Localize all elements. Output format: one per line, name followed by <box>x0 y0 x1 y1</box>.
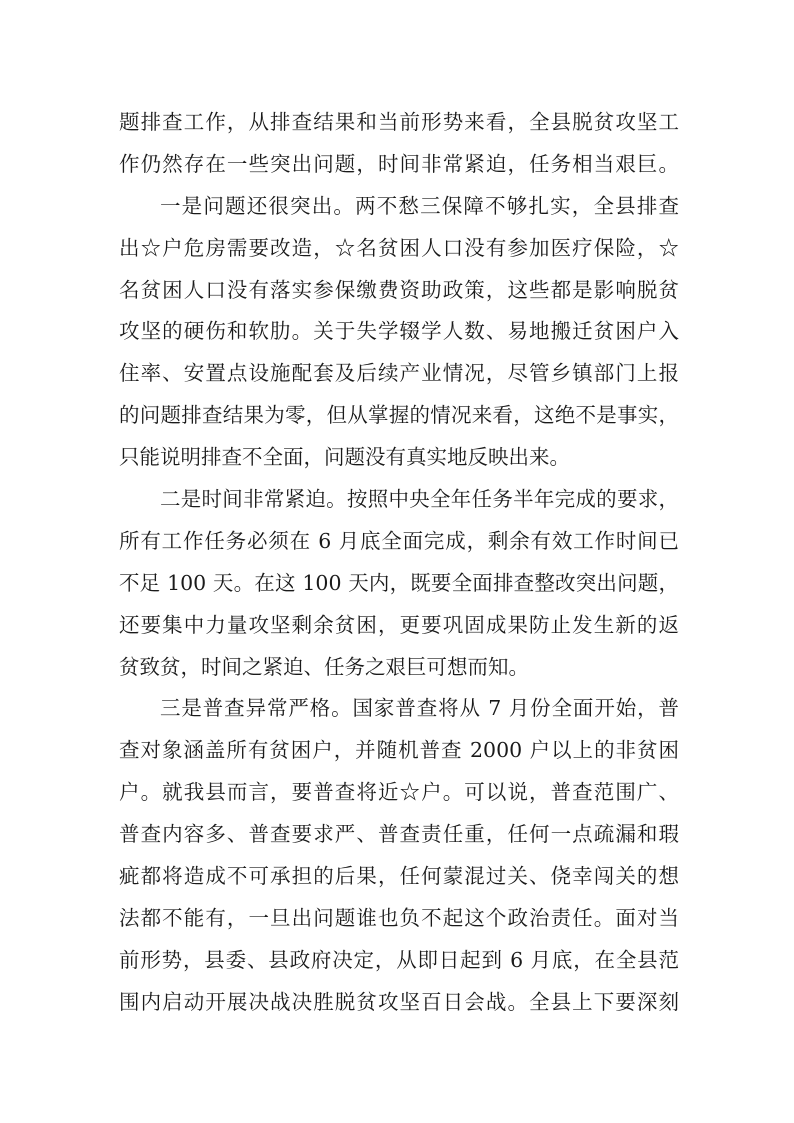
document-body <box>119 102 679 1024</box>
text-line: 攻坚的硬伤和软肋。关于失学辍学人数、易地搬迁贫困户入 <box>119 319 679 344</box>
text-line: 住率、安置点设施配套及后续产业情况，尽管乡镇部门上报 <box>119 361 679 386</box>
text-line: 法都不能有，一旦出问题谁也负不起这个政治责任。面对当 <box>119 905 679 930</box>
text-line: 前形势，县委、县政府决定，从即日起到 6 月底，在全县范 <box>119 947 679 972</box>
text-line: 疵都将造成不可承担的后果，任何蒙混过关、侥幸闯关的想 <box>119 864 679 889</box>
text-line: 查对象涵盖所有贫困户，并随机普查 2000 户以上的非贫困 <box>119 738 679 763</box>
text-line: 题排查工作，从排查结果和当前形势来看，全县脱贫攻坚工 <box>119 110 679 134</box>
text-line: 不足 100 天。在这 100 天内，既要全面排查整改突出问题， <box>119 570 679 595</box>
text-line: 贫致贫，时间之紧迫、任务之艰巨可想而知。 <box>119 654 529 679</box>
text-line: 一是问题还很突出。两不愁三保障不够扎实，全县排查 <box>160 193 679 218</box>
text-line: 所有工作任务必须在 6 月底全面完成，剩余有效工作时间已 <box>119 528 679 553</box>
text-line: 只能说明排查不全面，问题没有真实地反映出来。 <box>119 445 570 470</box>
text-line: 二是时间非常紧迫。按照中央全年任务半年完成的要求， <box>160 487 679 512</box>
text-line: 还要集中力量攻坚剩余贫困，更要巩固成果防止发生新的返 <box>119 612 679 637</box>
text-line: 户。就我县而言，要普查将近☆户。可以说，普查范围广、 <box>119 780 679 805</box>
text-line: 作仍然存在一些突出问题，时间非常紧迫，任务相当艰巨。 <box>119 151 679 176</box>
text-line: 的问题排查结果为零，但从掌握的情况来看，这绝不是事实， <box>119 403 679 428</box>
text-line: 普查内容多、普查要求严、普查责任重，任何一点疏漏和瑕 <box>119 822 679 847</box>
text-line: 围内启动开展决战决胜脱贫攻坚百日会战。全县上下要深刻 <box>119 989 679 1014</box>
text-line: 出☆户危房需要改造，☆名贫困人口没有参加医疗保险，☆ <box>119 235 679 260</box>
text-line: 名贫困人口没有落实参保缴费资助政策，这些都是影响脱贫 <box>119 277 679 302</box>
text-line: 三是普查异常严格。国家普查将从 7 月份全面开始，普 <box>160 696 679 721</box>
